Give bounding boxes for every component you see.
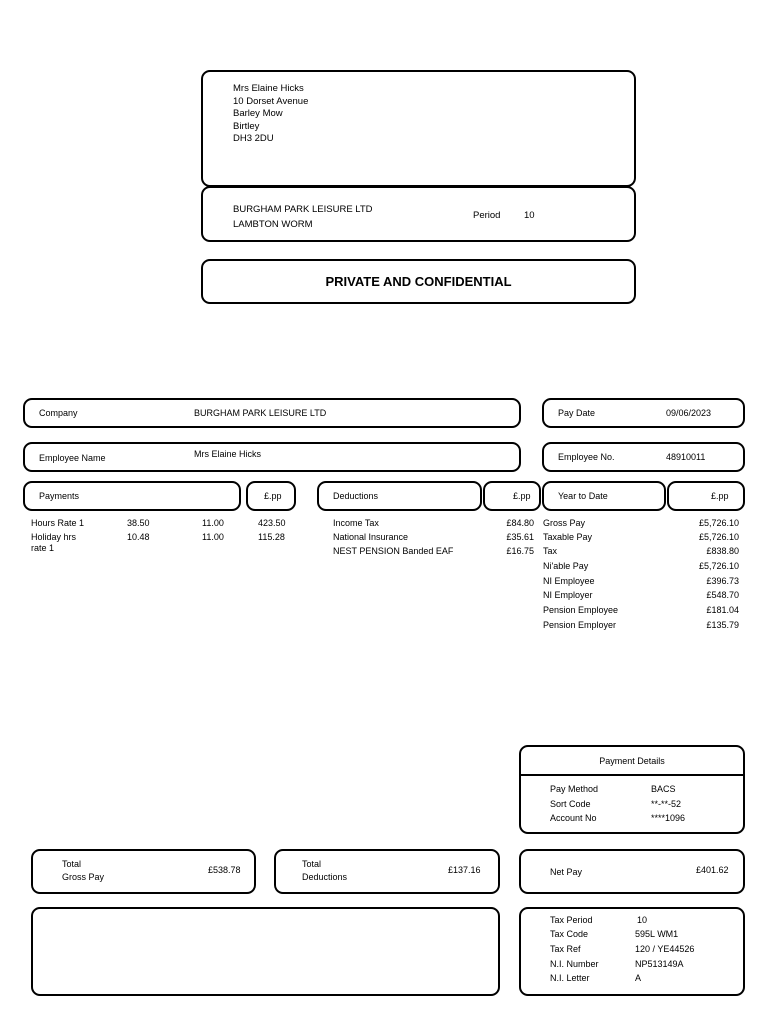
- total-gross-label: Gross Pay: [62, 872, 105, 882]
- company-box: [23, 398, 521, 428]
- deductions-label: Deductions: [333, 491, 379, 501]
- ni-letter-value: A: [635, 973, 642, 983]
- tax-ref-value: 120 / YE44526: [635, 944, 695, 954]
- payment-units: 10.48: [127, 532, 150, 542]
- ni-number-value: NP513149A: [635, 959, 684, 969]
- payment-details-box: [519, 745, 745, 834]
- ni-number-label: N.I. Number: [550, 959, 599, 969]
- tax-code-value: 595L WM1: [635, 929, 679, 939]
- period-value: 10: [524, 210, 535, 221]
- ytd-header: [542, 481, 666, 511]
- employee-name-box: [23, 442, 521, 472]
- total-deductions-label: Total: [302, 859, 322, 869]
- confidential-title: PRIVATE AND CONFIDENTIAL: [325, 274, 512, 289]
- ytd-desc: Taxable Pay: [543, 532, 593, 542]
- payment-desc: Holiday hrs: [31, 532, 77, 542]
- ytd-amount: £5,726.10: [698, 532, 739, 542]
- deduction-amount: £84.80: [506, 518, 534, 528]
- ytd-desc: NI Employee: [543, 576, 595, 586]
- address-box: [201, 70, 636, 187]
- total-gross-value: £538.78: [208, 865, 241, 875]
- payment-details-title: Payment Details: [599, 756, 665, 766]
- tax-period-value: 10: [637, 915, 648, 925]
- sort-code-label: Sort Code: [550, 799, 591, 809]
- ytd-amount: £396.73: [706, 576, 739, 586]
- employee-no-box: [542, 442, 745, 472]
- deduction-desc: NEST PENSION Banded EAF: [333, 546, 454, 556]
- employer-name: BURGHAM PARK LEISURE LTD: [233, 204, 373, 215]
- confidential-box: [201, 259, 636, 304]
- employee-name-label: Employee Name: [39, 453, 106, 463]
- payments-label: Payments: [39, 491, 80, 501]
- period-label: Period: [473, 210, 501, 221]
- sort-code-value: **-**-52: [651, 799, 682, 809]
- deductions-amount-header: [483, 481, 541, 511]
- address-block: [233, 83, 308, 146]
- payment-rate: 11.00: [202, 518, 224, 528]
- deduction-amount: £35.61: [506, 532, 534, 542]
- ytd-amount: £5,726.10: [698, 518, 739, 528]
- deductions-header: [317, 481, 482, 511]
- employee-no-value: 48910011: [666, 452, 706, 462]
- net-pay-value: £401.62: [696, 865, 729, 875]
- ytd-amount-label: £.pp: [711, 491, 729, 501]
- ytd-label: Year to Date: [558, 491, 608, 501]
- ytd-desc: Pension Employee: [543, 605, 619, 615]
- ytd-desc: NI Employer: [543, 590, 593, 600]
- payments-amount-header: [246, 481, 296, 511]
- ytd-desc: Gross Pay: [543, 518, 586, 528]
- address-line: Birtley: [233, 120, 260, 132]
- total-deductions-box: [274, 849, 500, 894]
- ytd-desc: Tax: [543, 546, 558, 556]
- ytd-amount: £5,726.10: [698, 561, 739, 571]
- employee-name-value: Mrs Elaine Hicks: [194, 449, 262, 459]
- pay-date-value: 09/06/2023: [666, 408, 712, 418]
- address-line: Barley Mow: [233, 108, 283, 119]
- ytd-amount: £548.70: [706, 590, 739, 600]
- payment-desc-continued: rate 1: [31, 543, 55, 553]
- employer-location: LAMBTON WORM: [233, 219, 313, 230]
- pay-date-label: Pay Date: [558, 408, 596, 418]
- ytd-desc: Ni'able Pay: [543, 561, 589, 571]
- pay-date-box: [542, 398, 745, 428]
- address-line: Mrs Elaine Hicks: [233, 83, 304, 94]
- deductions-amount-label: £.pp: [513, 491, 531, 501]
- account-no-label: Account No: [550, 813, 597, 823]
- payments-amount-label: £.pp: [264, 491, 282, 501]
- address-line: DH3 2DU: [233, 133, 274, 144]
- payment-details-divider: [521, 774, 743, 776]
- ytd-amount: £838.80: [706, 546, 739, 556]
- total-deductions-value: £137.16: [448, 865, 481, 875]
- tax-ref-label: Tax Ref: [550, 944, 581, 954]
- net-pay-box: [519, 849, 745, 894]
- payment-desc: Hours Rate 1: [31, 518, 85, 528]
- net-pay-label: Net Pay: [550, 867, 583, 877]
- account-no-value: ****1096: [651, 813, 686, 823]
- tax-period-label: Tax Period: [550, 915, 593, 925]
- total-gross-label: Total: [62, 859, 82, 869]
- company-value: BURGHAM PARK LEISURE LTD: [194, 408, 327, 418]
- total-gross-box: [31, 849, 256, 894]
- address-line: 10 Dorset Avenue: [233, 95, 309, 107]
- ytd-amount: £135.79: [706, 620, 739, 630]
- payment-units: 38.50: [127, 518, 150, 528]
- payment-rate: 11.00: [202, 532, 224, 542]
- tax-info-box: [519, 907, 745, 996]
- payment-amount: 115.28: [258, 532, 285, 542]
- company-label: Company: [39, 408, 78, 418]
- ni-letter-label: N.I. Letter: [550, 973, 590, 983]
- deduction-amount: £16.75: [506, 546, 534, 556]
- total-deductions-label: Deductions: [302, 872, 348, 882]
- ytd-amount: £181.04: [706, 605, 739, 615]
- deduction-desc: Income Tax: [333, 518, 379, 528]
- deduction-desc: National Insurance: [333, 532, 409, 542]
- pay-method-label: Pay Method: [550, 784, 599, 794]
- pay-method-value: BACS: [651, 784, 676, 794]
- employer-box: [201, 186, 636, 242]
- ytd-amount-header: [667, 481, 745, 511]
- ytd-desc: Pension Employer: [543, 620, 617, 630]
- payment-amount: 423.50: [258, 518, 286, 528]
- notes-box: [31, 907, 500, 996]
- tax-code-label: Tax Code: [550, 929, 589, 939]
- employee-no-label: Employee No.: [558, 452, 615, 462]
- payments-header: [23, 481, 241, 511]
